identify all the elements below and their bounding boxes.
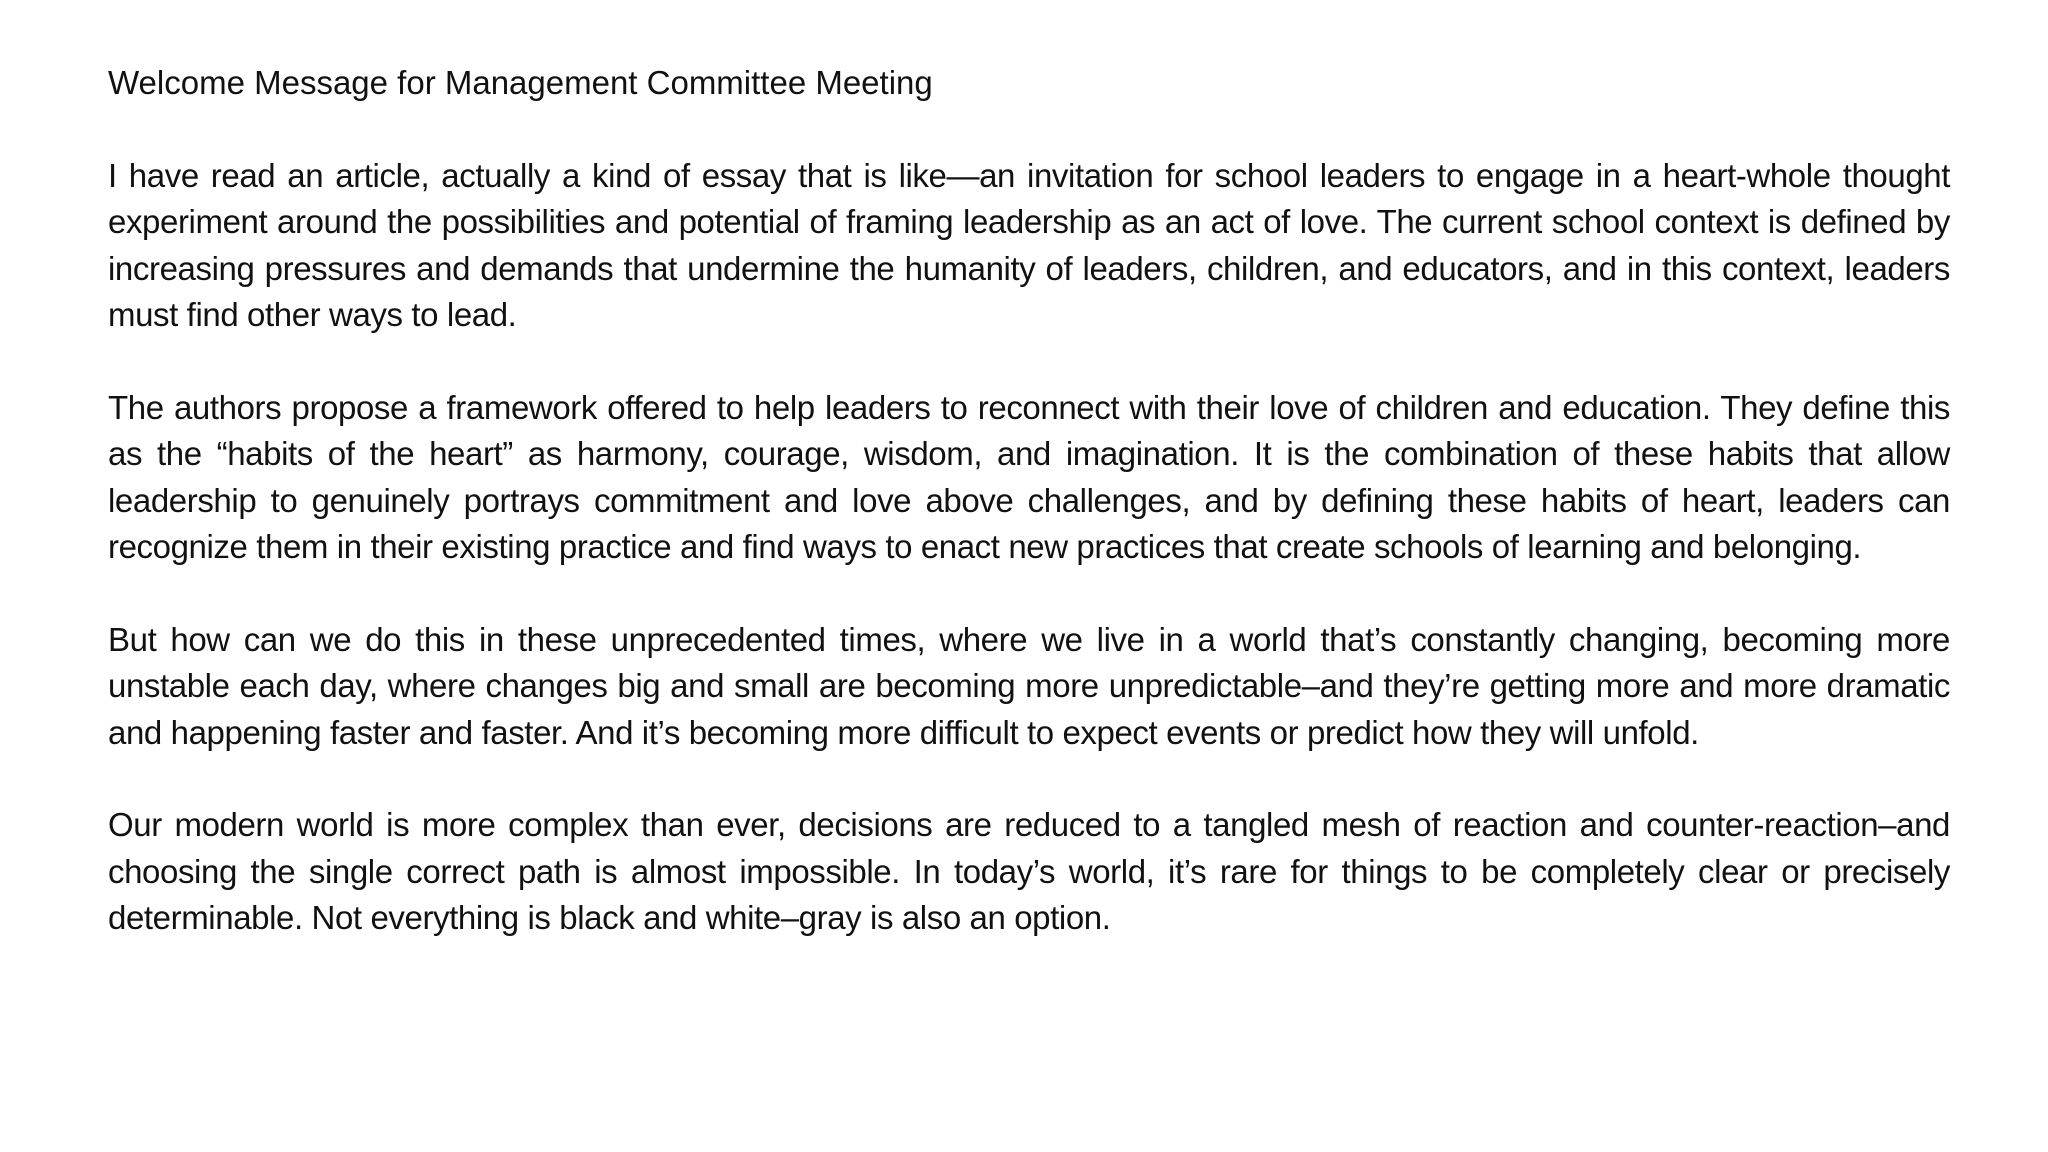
document-title: Welcome Message for Management Committee Meeting bbox=[108, 64, 933, 101]
paragraph-1: I have read an article, actually a kind of essay that is like—an invitation for school leaders to engage in a heart-whole thought experiment around the possibilities and potential of framing leadership as an act of love. The current school context is defined by increasing pressures and demands that undermine the humanity of leaders, children, and educators, and in this context, leaders must find other ways to lead. bbox=[108, 156, 1950, 333]
document-page bbox=[108, 60, 1950, 942]
paragraph-2: The authors propose a framework offered to help leaders to reconnect with their love of children and education. They define this as the “habits of the heart” as harmony, courage, wisdom, and imagination. It is the combination of these habits that allow leadership to genuinely portrays commitment and love above challenges, and by defining these habits of heart, leaders can recognize them in their existing practice and find ways to enact new practices that create schools of learning and belonging. bbox=[108, 388, 1950, 565]
paragraph-4: Our modern world is more complex than ever, decisions are reduced to a tangled mesh of reaction and counter-reaction–and choosing the single correct path is almost impossible. In today’s world, it’s rare for things to be completely clear or precisely determinable. Not everything is black and white–gray is also an option. bbox=[108, 806, 1950, 936]
paragraph-3: But how can we do this in these unprecedented times, where we live in a world that’s constantly changing, becoming more unstable each day, where changes big and small are becoming more unpredictable–and they’re getting more and more dramatic and happening faster and faster. And it’s becoming more difficult to expect events or predict how they will unfold. bbox=[108, 620, 1950, 751]
